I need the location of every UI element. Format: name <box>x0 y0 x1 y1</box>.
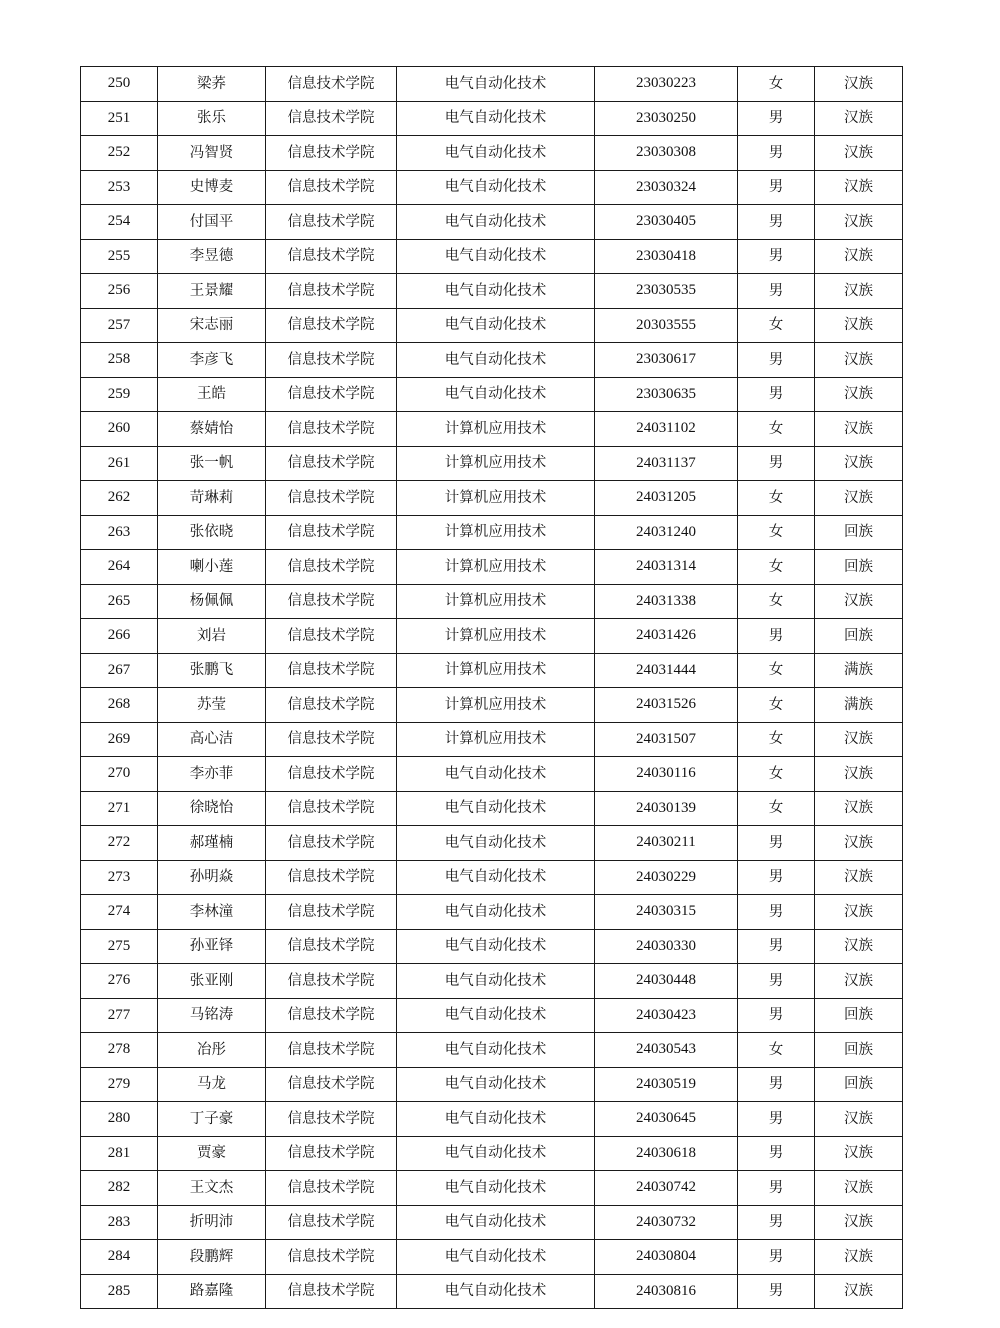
college-cell: 信息技术学院 <box>266 1033 397 1068</box>
ethnicity-cell: 汉族 <box>815 377 903 412</box>
student-name-cell: 苛琳莉 <box>158 481 266 516</box>
ethnicity-cell: 回族 <box>815 619 903 654</box>
major-cell: 计算机应用技术 <box>397 446 595 481</box>
ethnicity-cell: 回族 <box>815 1033 903 1068</box>
row-number-cell: 277 <box>81 998 158 1033</box>
major-cell: 计算机应用技术 <box>397 722 595 757</box>
row-number-cell: 271 <box>81 791 158 826</box>
student-name-cell: 段鹏辉 <box>158 1240 266 1275</box>
gender-cell: 女 <box>738 722 815 757</box>
gender-cell: 男 <box>738 964 815 999</box>
student-id-cell: 24031426 <box>595 619 738 654</box>
gender-cell: 女 <box>738 653 815 688</box>
student-name-cell: 宋志丽 <box>158 308 266 343</box>
row-number-cell: 260 <box>81 412 158 447</box>
student-id-cell: 24030139 <box>595 791 738 826</box>
row-number-cell: 255 <box>81 239 158 274</box>
student-name-cell: 丁子豪 <box>158 1102 266 1137</box>
student-name-cell: 郝瑾楠 <box>158 826 266 861</box>
table-row <box>81 895 903 930</box>
student-name-cell: 马铭涛 <box>158 998 266 1033</box>
gender-cell: 女 <box>738 67 815 102</box>
table-row <box>81 1033 903 1068</box>
row-number-cell: 253 <box>81 170 158 205</box>
student-name-cell: 苏莹 <box>158 688 266 723</box>
college-cell: 信息技术学院 <box>266 308 397 343</box>
major-cell: 电气自动化技术 <box>397 1240 595 1275</box>
gender-cell: 女 <box>738 481 815 516</box>
major-cell: 计算机应用技术 <box>397 688 595 723</box>
gender-cell: 女 <box>738 550 815 585</box>
table-row <box>81 515 903 550</box>
row-number-cell: 254 <box>81 205 158 240</box>
student-id-cell: 24030448 <box>595 964 738 999</box>
college-cell: 信息技术学院 <box>266 1171 397 1206</box>
student-name-cell: 张乐 <box>158 101 266 136</box>
student-name-cell: 徐晓怡 <box>158 791 266 826</box>
major-cell: 电气自动化技术 <box>397 1171 595 1206</box>
ethnicity-cell: 汉族 <box>815 1171 903 1206</box>
major-cell: 计算机应用技术 <box>397 619 595 654</box>
gender-cell: 男 <box>738 1102 815 1137</box>
student-id-cell: 24031137 <box>595 446 738 481</box>
table-row <box>81 1136 903 1171</box>
table-row <box>81 929 903 964</box>
student-name-cell: 杨佩佩 <box>158 584 266 619</box>
gender-cell: 男 <box>738 170 815 205</box>
ethnicity-cell: 汉族 <box>815 791 903 826</box>
row-number-cell: 279 <box>81 1067 158 1102</box>
ethnicity-cell: 汉族 <box>815 274 903 309</box>
major-cell: 电气自动化技术 <box>397 964 595 999</box>
ethnicity-cell: 回族 <box>815 550 903 585</box>
student-name-cell: 王景耀 <box>158 274 266 309</box>
ethnicity-cell: 回族 <box>815 998 903 1033</box>
college-cell: 信息技术学院 <box>266 1274 397 1309</box>
ethnicity-cell: 汉族 <box>815 757 903 792</box>
college-cell: 信息技术学院 <box>266 1067 397 1102</box>
major-cell: 电气自动化技术 <box>397 860 595 895</box>
gender-cell: 男 <box>738 1067 815 1102</box>
table-row <box>81 1240 903 1275</box>
major-cell: 电气自动化技术 <box>397 170 595 205</box>
roster-sheet <box>80 66 902 1309</box>
table-row <box>81 343 903 378</box>
student-name-cell: 孙明焱 <box>158 860 266 895</box>
student-name-cell: 冶彤 <box>158 1033 266 1068</box>
row-number-cell: 263 <box>81 515 158 550</box>
ethnicity-cell: 汉族 <box>815 584 903 619</box>
ethnicity-cell: 满族 <box>815 688 903 723</box>
college-cell: 信息技术学院 <box>266 136 397 171</box>
student-id-cell: 24031526 <box>595 688 738 723</box>
table-row <box>81 964 903 999</box>
student-id-cell: 23030324 <box>595 170 738 205</box>
ethnicity-cell: 汉族 <box>815 964 903 999</box>
student-name-cell: 张亚刚 <box>158 964 266 999</box>
student-name-cell: 贾豪 <box>158 1136 266 1171</box>
gender-cell: 男 <box>738 860 815 895</box>
major-cell: 电气自动化技术 <box>397 239 595 274</box>
student-id-cell: 24031507 <box>595 722 738 757</box>
student-id-cell: 23030250 <box>595 101 738 136</box>
gender-cell: 女 <box>738 688 815 723</box>
ethnicity-cell: 汉族 <box>815 860 903 895</box>
major-cell: 电气自动化技术 <box>397 1205 595 1240</box>
gender-cell: 男 <box>738 274 815 309</box>
student-name-cell: 喇小莲 <box>158 550 266 585</box>
college-cell: 信息技术学院 <box>266 895 397 930</box>
row-number-cell: 276 <box>81 964 158 999</box>
student-id-cell: 24030816 <box>595 1274 738 1309</box>
student-id-cell: 24031444 <box>595 653 738 688</box>
row-number-cell: 250 <box>81 67 158 102</box>
table-row <box>81 584 903 619</box>
gender-cell: 女 <box>738 308 815 343</box>
student-roster-table <box>80 66 903 1309</box>
student-name-cell: 李林潼 <box>158 895 266 930</box>
table-row <box>81 1171 903 1206</box>
college-cell: 信息技术学院 <box>266 170 397 205</box>
gender-cell: 男 <box>738 1136 815 1171</box>
college-cell: 信息技术学院 <box>266 791 397 826</box>
row-number-cell: 282 <box>81 1171 158 1206</box>
major-cell: 计算机应用技术 <box>397 412 595 447</box>
student-id-cell: 24030618 <box>595 1136 738 1171</box>
gender-cell: 男 <box>738 895 815 930</box>
table-row <box>81 412 903 447</box>
major-cell: 电气自动化技术 <box>397 791 595 826</box>
ethnicity-cell: 汉族 <box>815 343 903 378</box>
ethnicity-cell: 汉族 <box>815 1274 903 1309</box>
college-cell: 信息技术学院 <box>266 1102 397 1137</box>
student-id-cell: 24030732 <box>595 1205 738 1240</box>
college-cell: 信息技术学院 <box>266 205 397 240</box>
row-number-cell: 270 <box>81 757 158 792</box>
row-number-cell: 256 <box>81 274 158 309</box>
row-number-cell: 267 <box>81 653 158 688</box>
major-cell: 电气自动化技术 <box>397 1033 595 1068</box>
student-id-cell: 24030423 <box>595 998 738 1033</box>
ethnicity-cell: 汉族 <box>815 722 903 757</box>
student-name-cell: 刘岩 <box>158 619 266 654</box>
row-number-cell: 283 <box>81 1205 158 1240</box>
student-name-cell: 折明沛 <box>158 1205 266 1240</box>
row-number-cell: 258 <box>81 343 158 378</box>
student-id-cell: 24031240 <box>595 515 738 550</box>
ethnicity-cell: 汉族 <box>815 1136 903 1171</box>
table-row <box>81 1205 903 1240</box>
row-number-cell: 266 <box>81 619 158 654</box>
student-name-cell: 史博麦 <box>158 170 266 205</box>
table-row <box>81 274 903 309</box>
gender-cell: 男 <box>738 343 815 378</box>
student-name-cell: 孙亚铎 <box>158 929 266 964</box>
ethnicity-cell: 汉族 <box>815 929 903 964</box>
gender-cell: 男 <box>738 619 815 654</box>
student-name-cell: 李亦菲 <box>158 757 266 792</box>
row-number-cell: 261 <box>81 446 158 481</box>
ethnicity-cell: 汉族 <box>815 1240 903 1275</box>
college-cell: 信息技术学院 <box>266 826 397 861</box>
gender-cell: 男 <box>738 1240 815 1275</box>
student-name-cell: 张依晓 <box>158 515 266 550</box>
major-cell: 计算机应用技术 <box>397 481 595 516</box>
gender-cell: 女 <box>738 791 815 826</box>
major-cell: 电气自动化技术 <box>397 205 595 240</box>
student-id-cell: 24031205 <box>595 481 738 516</box>
student-name-cell: 张鹏飞 <box>158 653 266 688</box>
major-cell: 电气自动化技术 <box>397 757 595 792</box>
student-name-cell: 路嘉隆 <box>158 1274 266 1309</box>
student-id-cell: 24030742 <box>595 1171 738 1206</box>
college-cell: 信息技术学院 <box>266 998 397 1033</box>
college-cell: 信息技术学院 <box>266 101 397 136</box>
table-row <box>81 998 903 1033</box>
college-cell: 信息技术学院 <box>266 688 397 723</box>
ethnicity-cell: 汉族 <box>815 446 903 481</box>
row-number-cell: 251 <box>81 101 158 136</box>
college-cell: 信息技术学院 <box>266 757 397 792</box>
college-cell: 信息技术学院 <box>266 722 397 757</box>
college-cell: 信息技术学院 <box>266 377 397 412</box>
student-id-cell: 23030308 <box>595 136 738 171</box>
college-cell: 信息技术学院 <box>266 515 397 550</box>
table-row <box>81 1102 903 1137</box>
major-cell: 电气自动化技术 <box>397 1136 595 1171</box>
table-row <box>81 205 903 240</box>
table-row <box>81 481 903 516</box>
ethnicity-cell: 汉族 <box>815 136 903 171</box>
student-id-cell: 24030211 <box>595 826 738 861</box>
row-number-cell: 281 <box>81 1136 158 1171</box>
table-row <box>81 1067 903 1102</box>
table-row <box>81 170 903 205</box>
ethnicity-cell: 回族 <box>815 1067 903 1102</box>
major-cell: 电气自动化技术 <box>397 67 595 102</box>
major-cell: 电气自动化技术 <box>397 826 595 861</box>
college-cell: 信息技术学院 <box>266 1136 397 1171</box>
gender-cell: 男 <box>738 998 815 1033</box>
college-cell: 信息技术学院 <box>266 446 397 481</box>
gender-cell: 男 <box>738 136 815 171</box>
student-id-cell: 24030645 <box>595 1102 738 1137</box>
row-number-cell: 284 <box>81 1240 158 1275</box>
table-row <box>81 722 903 757</box>
ethnicity-cell: 汉族 <box>815 239 903 274</box>
major-cell: 电气自动化技术 <box>397 377 595 412</box>
student-id-cell: 24031338 <box>595 584 738 619</box>
gender-cell: 男 <box>738 1171 815 1206</box>
student-name-cell: 蔡婧怡 <box>158 412 266 447</box>
student-name-cell: 付国平 <box>158 205 266 240</box>
ethnicity-cell: 汉族 <box>815 170 903 205</box>
gender-cell: 女 <box>738 412 815 447</box>
major-cell: 电气自动化技术 <box>397 274 595 309</box>
ethnicity-cell: 汉族 <box>815 895 903 930</box>
row-number-cell: 280 <box>81 1102 158 1137</box>
table-row <box>81 550 903 585</box>
row-number-cell: 275 <box>81 929 158 964</box>
student-id-cell: 24031314 <box>595 550 738 585</box>
college-cell: 信息技术学院 <box>266 1240 397 1275</box>
row-number-cell: 268 <box>81 688 158 723</box>
table-row <box>81 826 903 861</box>
major-cell: 电气自动化技术 <box>397 895 595 930</box>
student-name-cell: 李彦飞 <box>158 343 266 378</box>
ethnicity-cell: 汉族 <box>815 1205 903 1240</box>
student-id-cell: 23030617 <box>595 343 738 378</box>
table-row <box>81 791 903 826</box>
college-cell: 信息技术学院 <box>266 412 397 447</box>
student-name-cell: 李昱德 <box>158 239 266 274</box>
student-id-cell: 20303555 <box>595 308 738 343</box>
major-cell: 电气自动化技术 <box>397 929 595 964</box>
student-id-cell: 23030418 <box>595 239 738 274</box>
table-row <box>81 377 903 412</box>
gender-cell: 男 <box>738 1205 815 1240</box>
student-name-cell: 张一帆 <box>158 446 266 481</box>
college-cell: 信息技术学院 <box>266 481 397 516</box>
student-id-cell: 24030330 <box>595 929 738 964</box>
student-id-cell: 24030315 <box>595 895 738 930</box>
table-row <box>81 136 903 171</box>
college-cell: 信息技术学院 <box>266 860 397 895</box>
row-number-cell: 262 <box>81 481 158 516</box>
ethnicity-cell: 满族 <box>815 653 903 688</box>
college-cell: 信息技术学院 <box>266 239 397 274</box>
major-cell: 电气自动化技术 <box>397 101 595 136</box>
major-cell: 计算机应用技术 <box>397 515 595 550</box>
roster-body <box>81 67 903 1309</box>
row-number-cell: 264 <box>81 550 158 585</box>
ethnicity-cell: 回族 <box>815 515 903 550</box>
table-row <box>81 67 903 102</box>
student-id-cell: 24030543 <box>595 1033 738 1068</box>
ethnicity-cell: 汉族 <box>815 101 903 136</box>
table-row <box>81 860 903 895</box>
table-row <box>81 688 903 723</box>
row-number-cell: 278 <box>81 1033 158 1068</box>
student-id-cell: 23030223 <box>595 67 738 102</box>
gender-cell: 男 <box>738 205 815 240</box>
student-name-cell: 王皓 <box>158 377 266 412</box>
table-row <box>81 101 903 136</box>
row-number-cell: 265 <box>81 584 158 619</box>
student-name-cell: 马龙 <box>158 1067 266 1102</box>
gender-cell: 男 <box>738 239 815 274</box>
gender-cell: 男 <box>738 446 815 481</box>
student-name-cell: 王文杰 <box>158 1171 266 1206</box>
college-cell: 信息技术学院 <box>266 1205 397 1240</box>
major-cell: 电气自动化技术 <box>397 343 595 378</box>
gender-cell: 女 <box>738 584 815 619</box>
gender-cell: 男 <box>738 101 815 136</box>
gender-cell: 男 <box>738 1274 815 1309</box>
major-cell: 计算机应用技术 <box>397 653 595 688</box>
student-id-cell: 24030116 <box>595 757 738 792</box>
student-id-cell: 23030535 <box>595 274 738 309</box>
major-cell: 电气自动化技术 <box>397 1067 595 1102</box>
major-cell: 电气自动化技术 <box>397 136 595 171</box>
major-cell: 电气自动化技术 <box>397 308 595 343</box>
student-id-cell: 24031102 <box>595 412 738 447</box>
row-number-cell: 285 <box>81 1274 158 1309</box>
college-cell: 信息技术学院 <box>266 964 397 999</box>
ethnicity-cell: 汉族 <box>815 67 903 102</box>
ethnicity-cell: 汉族 <box>815 412 903 447</box>
table-row <box>81 308 903 343</box>
major-cell: 计算机应用技术 <box>397 584 595 619</box>
table-row <box>81 446 903 481</box>
college-cell: 信息技术学院 <box>266 653 397 688</box>
student-id-cell: 24030804 <box>595 1240 738 1275</box>
gender-cell: 男 <box>738 929 815 964</box>
major-cell: 计算机应用技术 <box>397 550 595 585</box>
college-cell: 信息技术学院 <box>266 67 397 102</box>
ethnicity-cell: 汉族 <box>815 481 903 516</box>
row-number-cell: 259 <box>81 377 158 412</box>
college-cell: 信息技术学院 <box>266 343 397 378</box>
college-cell: 信息技术学院 <box>266 619 397 654</box>
college-cell: 信息技术学院 <box>266 550 397 585</box>
major-cell: 电气自动化技术 <box>397 998 595 1033</box>
table-row <box>81 239 903 274</box>
row-number-cell: 269 <box>81 722 158 757</box>
table-row <box>81 619 903 654</box>
student-name-cell: 冯智贤 <box>158 136 266 171</box>
student-name-cell: 梁荞 <box>158 67 266 102</box>
table-row <box>81 1274 903 1309</box>
major-cell: 电气自动化技术 <box>397 1274 595 1309</box>
row-number-cell: 272 <box>81 826 158 861</box>
student-id-cell: 24030519 <box>595 1067 738 1102</box>
row-number-cell: 274 <box>81 895 158 930</box>
college-cell: 信息技术学院 <box>266 584 397 619</box>
ethnicity-cell: 汉族 <box>815 1102 903 1137</box>
row-number-cell: 257 <box>81 308 158 343</box>
college-cell: 信息技术学院 <box>266 274 397 309</box>
gender-cell: 女 <box>738 515 815 550</box>
ethnicity-cell: 汉族 <box>815 205 903 240</box>
row-number-cell: 252 <box>81 136 158 171</box>
gender-cell: 男 <box>738 826 815 861</box>
student-id-cell: 23030635 <box>595 377 738 412</box>
gender-cell: 女 <box>738 1033 815 1068</box>
student-id-cell: 24030229 <box>595 860 738 895</box>
student-id-cell: 23030405 <box>595 205 738 240</box>
table-row <box>81 653 903 688</box>
gender-cell: 女 <box>738 757 815 792</box>
ethnicity-cell: 汉族 <box>815 308 903 343</box>
ethnicity-cell: 汉族 <box>815 826 903 861</box>
major-cell: 电气自动化技术 <box>397 1102 595 1137</box>
student-name-cell: 高心洁 <box>158 722 266 757</box>
gender-cell: 男 <box>738 377 815 412</box>
table-row <box>81 757 903 792</box>
row-number-cell: 273 <box>81 860 158 895</box>
college-cell: 信息技术学院 <box>266 929 397 964</box>
